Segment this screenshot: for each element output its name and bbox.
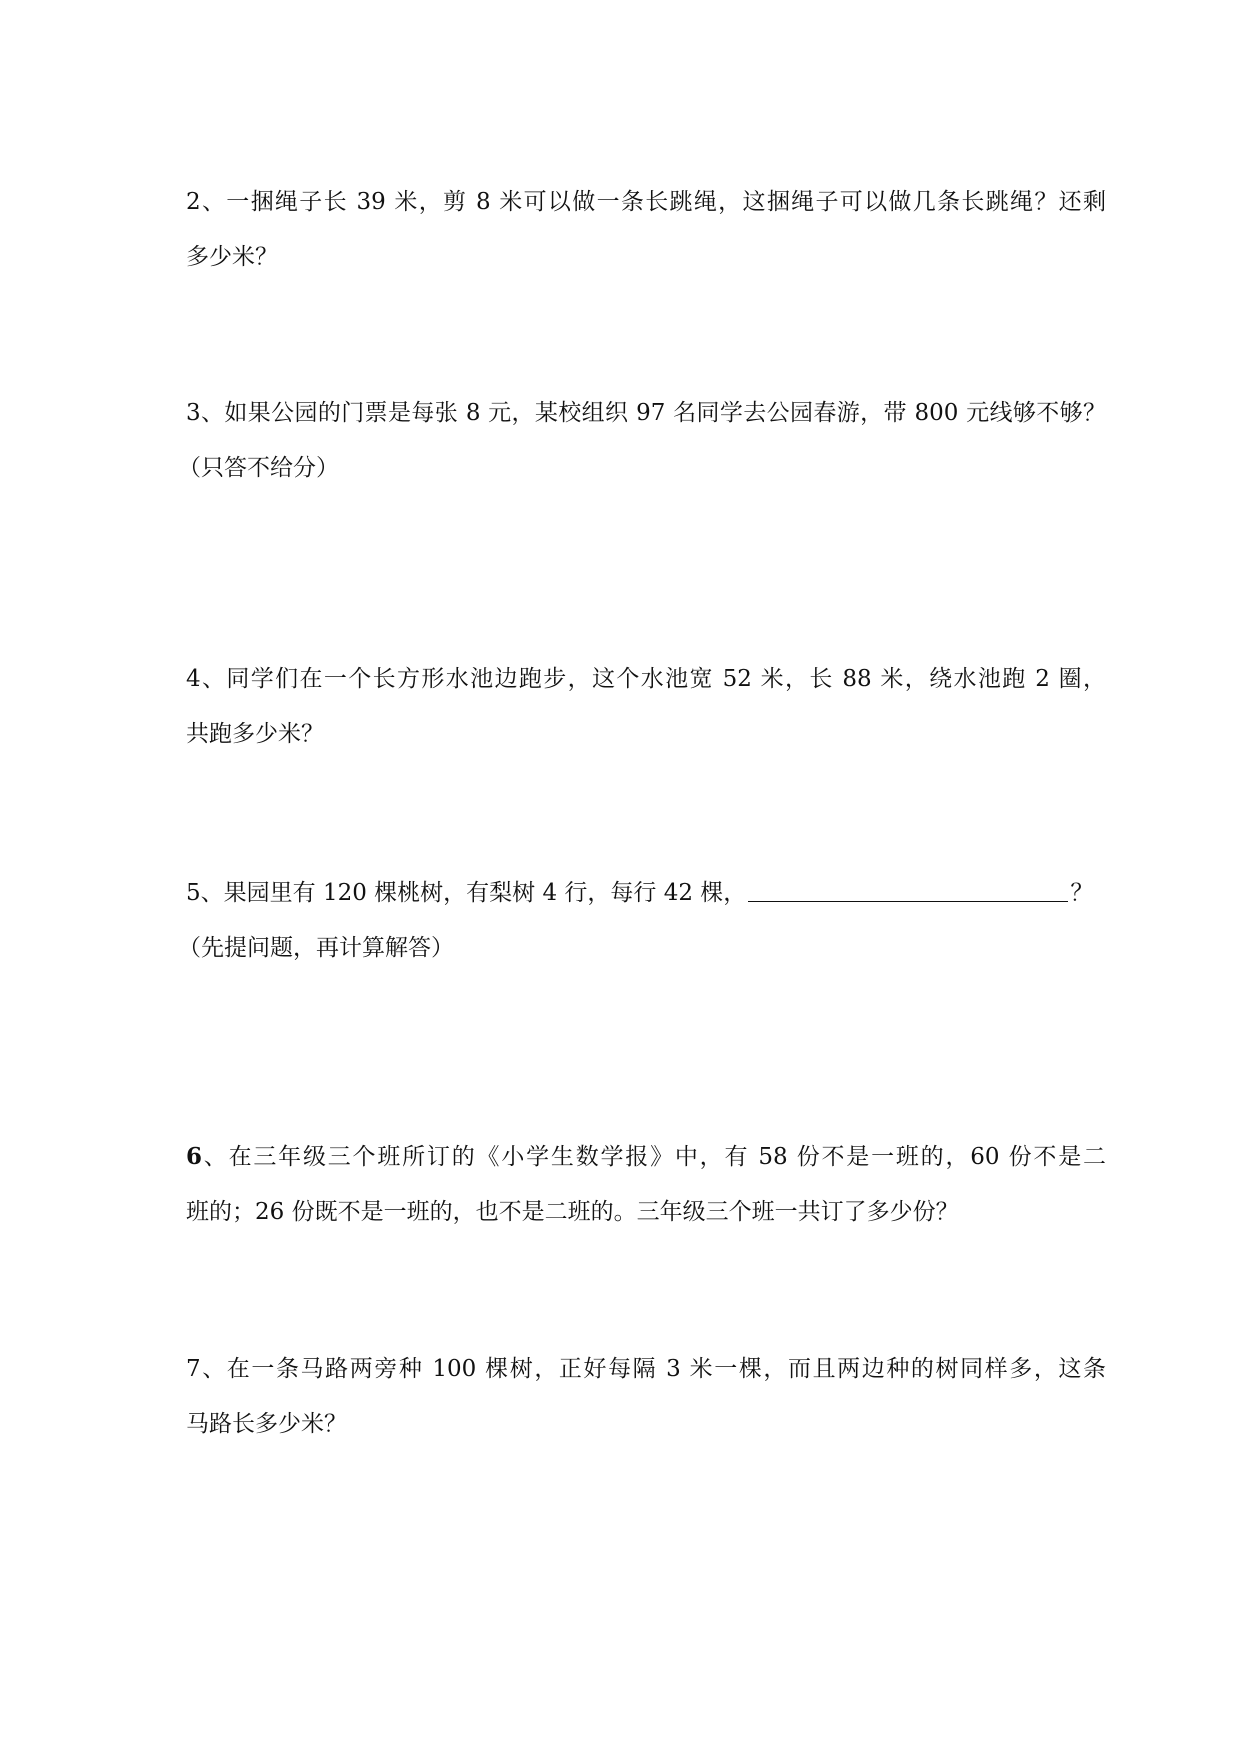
problem-3 — [178, 386, 1106, 496]
problem-7-line-2: 马路长多少米？ — [186, 1411, 347, 1437]
problem-2-line-1: 2、一捆绳子长 39 米，剪 8 米可以做一条长跳绳，这捆绳子可以做几条长跳绳？还剩 — [186, 189, 1106, 215]
problem-4 — [186, 652, 1106, 762]
problem-7-line-1: 7、在一条马路两旁种 100 棵树，正好每隔 3 米一棵，而且两边种的树同样多，这条 — [186, 1356, 1106, 1382]
problem-6-line-1 — [186, 1129, 1106, 1185]
problem-5-line-1 — [186, 866, 1106, 921]
problem-3-line-1: 3、如果公园的门票是每张 8 元，某校组织 97 名同学去公园春游，带 800 元线够不够？ — [186, 400, 1106, 426]
problem-6 — [186, 1129, 1106, 1240]
problem-5 — [178, 866, 1106, 976]
problem-2 — [186, 175, 1106, 285]
answer-blank[interactable] — [748, 877, 1068, 902]
problem-6-text: 、在三年级三个班所订的《小学生数学报》中，有 58 份不是一班的，60 份不是二 — [202, 1144, 1106, 1170]
problem-5-line-2: （先提问题，再计算解答） — [178, 935, 454, 961]
problem-4-line-2: 共跑多少米？ — [186, 721, 324, 747]
problem-5-question-mark: ？ — [1070, 880, 1094, 906]
problem-6-number: 6 — [186, 1143, 203, 1170]
problem-5-text: 5、果园里有 120 棵桃树，有梨树 4 行，每行 42 棵， — [186, 880, 747, 906]
problem-3-line-2: （只答不给分） — [178, 455, 339, 481]
problem-4-line-1: 4、同学们在一个长方形水池边跑步，这个水池宽 52 米，长 88 米，绕水池跑 2 圈， — [186, 666, 1106, 692]
problem-7 — [186, 1342, 1106, 1452]
problem-2-line-2: 多少米？ — [186, 244, 278, 270]
problem-6-line-2: 班的；26 份既不是一班的，也不是二班的。三年级三个班一共订了多少份？ — [186, 1199, 959, 1225]
